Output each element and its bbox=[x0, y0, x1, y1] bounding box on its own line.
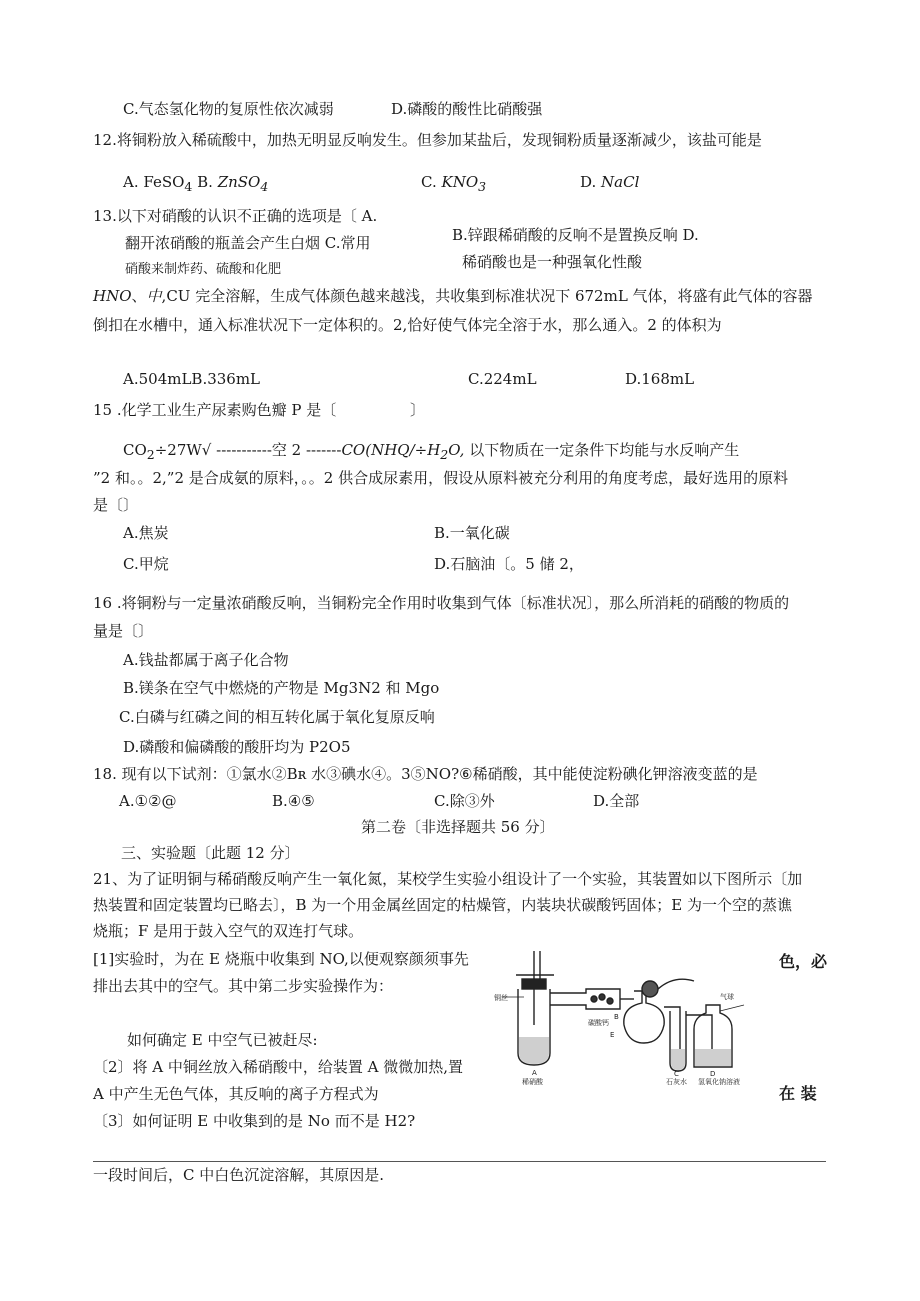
q21-part1-line1: [1]实验时，为在 E 烧瓶中收集到 NO,以便观察颜须事先 bbox=[93, 950, 469, 968]
q13-right2: 稀硝酸也是一种强氧化性酸 bbox=[462, 253, 643, 271]
part2-title: 第二卷〔非选择题共 56 分〕 bbox=[361, 818, 555, 836]
q11-option-d: D.磷酸的酸性比硝酸强 bbox=[391, 100, 543, 118]
q13-line3: 硝酸来制炸药、硫酸和化肥 bbox=[125, 262, 282, 277]
q15-option-d: D.石脑油〔。5 储 2， bbox=[434, 555, 584, 573]
q15-option-c: C.甲烷 bbox=[123, 555, 169, 573]
divider-line bbox=[93, 1161, 826, 1162]
q14-line2: 倒扣在水槽中，通入标准状况下一定体积的。2,恰好使气体完全溶于水，那么通入。2 的体积为 bbox=[93, 316, 722, 334]
q11-option-c: C.气态氢化物的复原性依次减弱 bbox=[123, 100, 334, 118]
q15-stem-close: 〕 bbox=[410, 401, 426, 419]
q21-line1: 21、为了证明铜与稀硝酸反响产生一氧化氮，某校学生实验小组设计了一个实验，其装置如以下图所示〔加 bbox=[93, 870, 803, 888]
q21-line3: 烧瓶；F 是用于鼓入空气的双连打气球。 bbox=[93, 922, 364, 940]
q16-option-c: C.白磷与红磷之间的相互转化属于氧化复原反响 bbox=[119, 708, 435, 726]
label-a-name: 稀硝酸 bbox=[522, 1078, 543, 1085]
q15-line3: ”2 和。。2,”2 是合成氨的原料，。。2 供合成尿素用，假设从原料被充分利用的角度考虑，最好选用的原料 bbox=[93, 469, 789, 487]
q12-stem: 12.将铜粉放入稀硫酸中，加热无明显反响发生。但参加某盐后，发现铜粉质量逐渐减少，该盐可能是 bbox=[93, 131, 762, 149]
q21-part3-line1: 〔3〕如何证明 E 中收集到的是 No 而不是 H2? bbox=[93, 1112, 416, 1130]
q16-option-b: B.镁条在空气中燃烧的产物是 Mg3N2 和 Mgo bbox=[123, 679, 440, 697]
q15-equation: $CO_2\div 27W√$ -----------空 2 $-------CO(NHQ/\div H_2O$, 以下物质在一定条件下均能与水反响产生 bbox=[123, 441, 740, 462]
q18-stem: 18. 现有以下试剂：①氯水②Bʀ 水③碘水④。3⑤NO?⑥稀硝酸，其中能使淀粉碘化钾溶液变蓝的是 bbox=[93, 765, 758, 783]
q21-part1-line3: 如何确定 E 中空气已被赶尽: bbox=[127, 1031, 318, 1049]
q16-line1: 16 .将铜粉与一定量浓硝酸反响，当铜粉完全作用时收集到气体〔标准状况〕，那么所消耗的硝酸的物质的 bbox=[93, 594, 790, 612]
q13-line2: 翻开浓硝酸的瓶盖会产生白烟 C.常用 bbox=[125, 234, 371, 252]
q14-line1: HNO、中,CU 完全溶解，生成气体颜色越来越浅，共收集到标准状况下 672mL 气体，将盛有此气体的容器 bbox=[93, 287, 813, 305]
q13-line1: 13.以下对硝酸的认识不正确的选项是〔 A. bbox=[93, 207, 378, 225]
q16-option-a: A.钱盐都属于离子化合物 bbox=[123, 651, 289, 669]
label-d: D bbox=[710, 1070, 716, 1078]
label-balloon: 气球 bbox=[720, 993, 734, 1001]
apparatus-diagram bbox=[494, 945, 762, 1085]
label-caco3: 碳酸钙 bbox=[588, 1019, 609, 1027]
q16-line2: 量是〔〕 bbox=[93, 622, 154, 640]
q18-option-b: B.④⑤ bbox=[272, 792, 315, 810]
section-heading: 三、实验题〔此题 12 分〕 bbox=[121, 844, 300, 862]
q12-option-d: D. NaCl bbox=[580, 173, 640, 191]
q14-option-c: C.224mL bbox=[468, 370, 537, 388]
q21-bottom-line: 一段时间后，C 中白色沉淀溶解，其原因是. bbox=[93, 1166, 385, 1184]
label-copper-wire: 铜丝 bbox=[494, 994, 508, 1002]
liquid-a bbox=[519, 1037, 549, 1064]
q21-part2-line1: 〔2〕将 A 中铜丝放入稀硝酸中，给装置 A 微微加热,置 bbox=[93, 1058, 464, 1076]
q14-options-ab: A.504mLB.336mL bbox=[123, 370, 261, 388]
q15-option-a: A.焦炭 bbox=[123, 524, 169, 542]
label-c-name: 石灰水 bbox=[666, 1078, 687, 1085]
q15-line4: 是〔〕 bbox=[93, 496, 139, 514]
q18-option-d: D.全部 bbox=[593, 792, 640, 810]
q12-options-ab: A. FeSO$_4$ B. ZnSO$_4$ bbox=[123, 173, 269, 194]
label-e: E bbox=[610, 1031, 615, 1039]
q18-option-a: A.①②@ bbox=[119, 792, 177, 810]
q21-right-text-top: 色，必 bbox=[779, 952, 828, 971]
q14-option-d: D.168mL bbox=[625, 370, 695, 388]
q15-stem: 15 .化学工业生产尿素购色瓣 P 是〔 bbox=[93, 401, 337, 419]
label-d-name: 氢氧化钠溶液 bbox=[698, 1078, 740, 1085]
q21-part2-line2: A 中产生无色气体，其反响的离子方程式为 bbox=[93, 1085, 379, 1103]
q13-right1: B.锌跟稀硝酸的反响不是置换反响 D. bbox=[452, 226, 699, 244]
q21-line2: 热装置和固定装置均已略去〕，B 为一个用金属丝固定的枯燥管，内装块状碳酸钙固体；E 为一个空的蒸谯 bbox=[93, 896, 793, 914]
q18-option-c: C.除③外 bbox=[434, 792, 495, 810]
q16-option-d: D.磷酸和偏磷酸的酸肝均为 P2O5 bbox=[123, 738, 351, 756]
label-b: B bbox=[614, 1013, 619, 1021]
q21-right-text-bottom: 在 装 bbox=[779, 1084, 817, 1103]
q12-option-c: C. $KNO_3$ bbox=[421, 173, 487, 194]
label-a: A bbox=[532, 1069, 537, 1077]
q15-option-b: B.一氧化碳 bbox=[434, 524, 510, 542]
label-c: C bbox=[674, 1070, 679, 1078]
balloon-f bbox=[642, 981, 658, 997]
q21-part1-line2: 排出去其中的空气。其中第二步实验操作为： bbox=[93, 977, 394, 995]
